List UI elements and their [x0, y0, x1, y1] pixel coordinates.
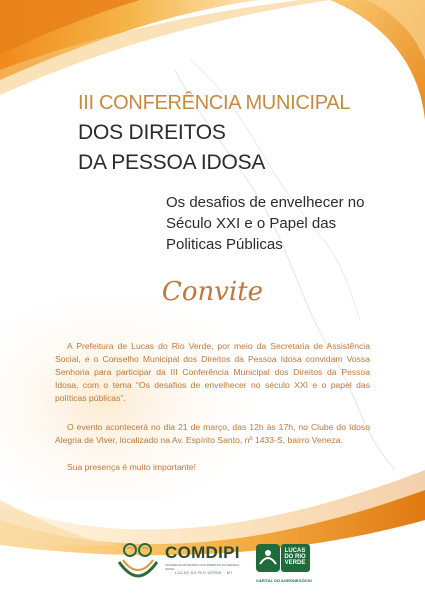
invitation-closing: Sua presença é muito importante!	[67, 462, 196, 472]
lucas-caption: CAPITAL DO AGRONEGÓCIO	[256, 578, 312, 583]
title-line-3: DA PESSOA IDOSA	[78, 151, 266, 174]
comdipi-name: COMDIPI	[165, 543, 240, 562]
theme-line-3: Politicas Públicas	[166, 236, 283, 253]
title-line-2: DOS DIREITOS	[78, 121, 226, 144]
invitation-paragraph-2: O evento acontecerá no dia 21 de março, das 12h às 17h, no Clube do Idoso Alegria de Viver, localizado na Av. Espírito Santo, nº 1433-S, bairro Veneza.	[55, 422, 370, 445]
comdipi-logo	[115, 540, 260, 580]
event-title	[78, 88, 350, 178]
lucas-do-rio-verde-logo	[256, 544, 316, 584]
theme-line-1: Os desafios de envelhecer no	[166, 194, 365, 211]
invitation-heading: Convite	[161, 277, 264, 307]
title-line-1: III CONFERÊNCIA MUNICIPAL	[78, 92, 351, 114]
comdipi-subtitle: CONSELHO MUNICIPAL DOS DIREITOS DA PESSOA IDOSA	[165, 563, 239, 571]
lucas-badge-text: LUCAS DO RIO VERDE	[284, 548, 306, 566]
elderly-couple-icon	[115, 540, 161, 580]
comdipi-city: LUCAS DO RIO VERDE - MT	[175, 571, 233, 575]
theme-line-2: Século XXI e o Papel das	[166, 215, 337, 232]
invitation-paragraph-1: A Prefeitura de Lucas do Rio Verde, por meio da Secretaria de Assistência Social, e o Conselho Municipal dos Direitos da Pessoa Idosa convidam Vossa Senhoria para participar da III Conferência Municipal dos Direitos da Pessoa Idosa, com o tema “Os desafios de envelhecer no século XXI e o papel das políticas públicas”.	[55, 341, 370, 403]
event-theme	[166, 192, 406, 255]
